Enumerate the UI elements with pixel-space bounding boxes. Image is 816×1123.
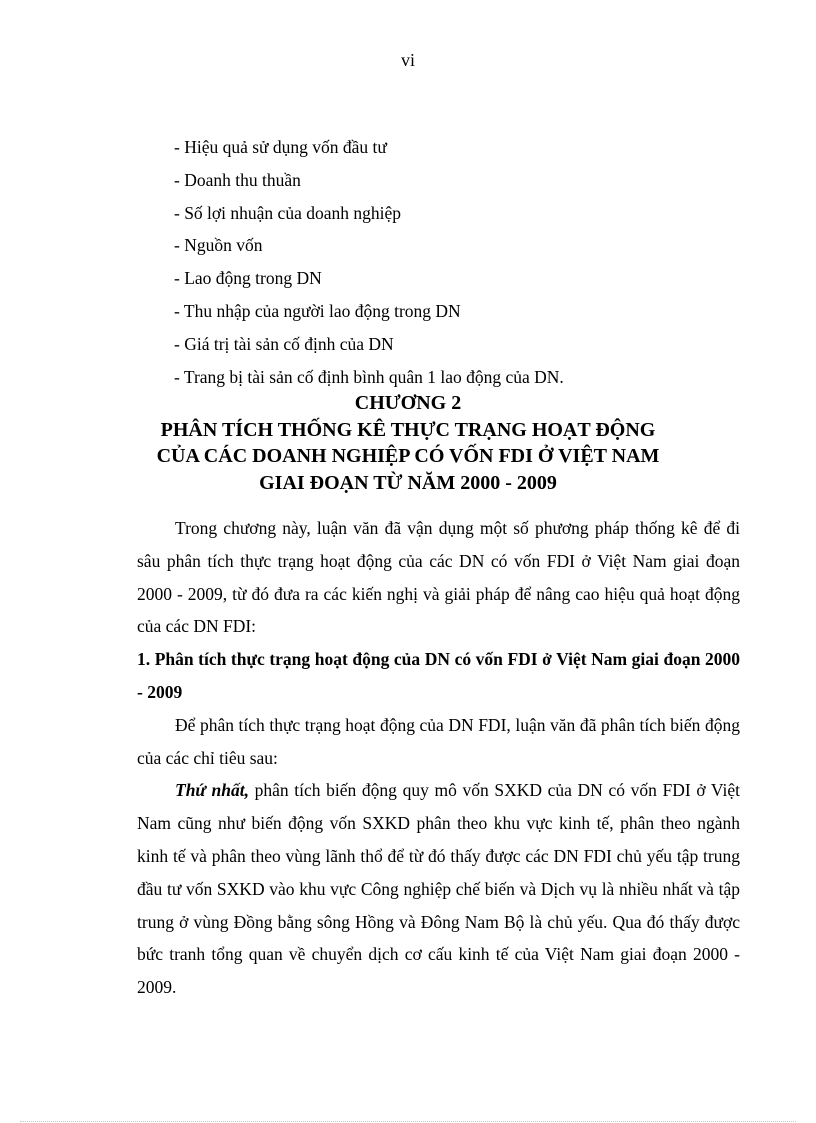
list-item: - Thu nhập của người lao động trong DN	[174, 300, 461, 321]
list-item: - Lao động trong DN	[174, 268, 322, 289]
body-text	[137, 512, 740, 1004]
list-item: - Giá trị tài sản cố định của DN	[174, 333, 394, 354]
indicator-list	[174, 131, 564, 393]
chapter-label: CHƯƠNG 2	[354, 392, 462, 414]
first-point-lead: Thứ nhất,	[175, 780, 249, 801]
section-intro-paragraph: Để phân tích thực trạng hoạt động của DN FDI, luận văn đã phân tích biến động của các chỉ tiêu sau:	[137, 714, 740, 768]
chapter-title-line: GIAI ĐOẠN TỪ NĂM 2000 - 2009	[259, 471, 557, 494]
first-point-text: phân tích biến động quy mô vốn SXKD của DN có vốn FDI ở Việt Nam cũng như biến động vốn SXKD phân theo khu vực kinh tế, phân theo ngành kinh tế và phân theo vùng lãnh thổ để từ đó thấy được các DN FDI chủ yếu tập trung đầu tư vốn SXKD vào khu vực Công nghiệp chế biến và Dịch vụ là nhiều nhất và tập trung ở vùng Đồng bằng sông Hồng và Đông Nam Bộ là chủ yếu. Qua đó thấy được bức tranh tổng quan về chuyển dịch cơ cấu kinh tế của Việt Nam giai đoạn 2000 - 2009.	[137, 780, 740, 998]
page-number: vi	[400, 50, 415, 70]
intro-paragraph: Trong chương này, luận văn đã vận dụng một số phương pháp thống kê để đi sâu phân tích thực trạng hoạt động của các DN có vốn FDI ở Việt Nam giai đoạn 2000 - 2009, từ đó đưa ra các kiến nghị và giải pháp để nâng cao hiệu quả hoạt động của các DN FDI:	[137, 518, 740, 637]
list-item: - Trang bị tài sản cố định bình quân 1 lao động của DN.	[174, 366, 564, 387]
list-item: - Hiệu quả sử dụng vốn đầu tư	[174, 137, 387, 157]
page-bottom-divider	[20, 1121, 796, 1122]
list-item: - Doanh thu thuần	[174, 169, 301, 190]
list-item: - Nguồn vốn	[174, 235, 263, 256]
chapter-heading	[0, 390, 816, 496]
chapter-title-line: CỦA CÁC DOANH NGHIỆP CÓ VỐN FDI Ở VIỆT NAM	[156, 445, 660, 467]
section-heading: 1. Phân tích thực trạng hoạt động của DN có vốn FDI ở Việt Nam giai đoạn 2000 - 2009	[137, 649, 740, 702]
list-item: - Số lợi nhuận của doanh nghiệp	[174, 202, 401, 223]
chapter-title-line: PHÂN TÍCH THỐNG KÊ THỰC TRẠNG HOẠT ĐỘNG	[160, 418, 656, 441]
first-point-paragraph	[137, 774, 740, 1004]
